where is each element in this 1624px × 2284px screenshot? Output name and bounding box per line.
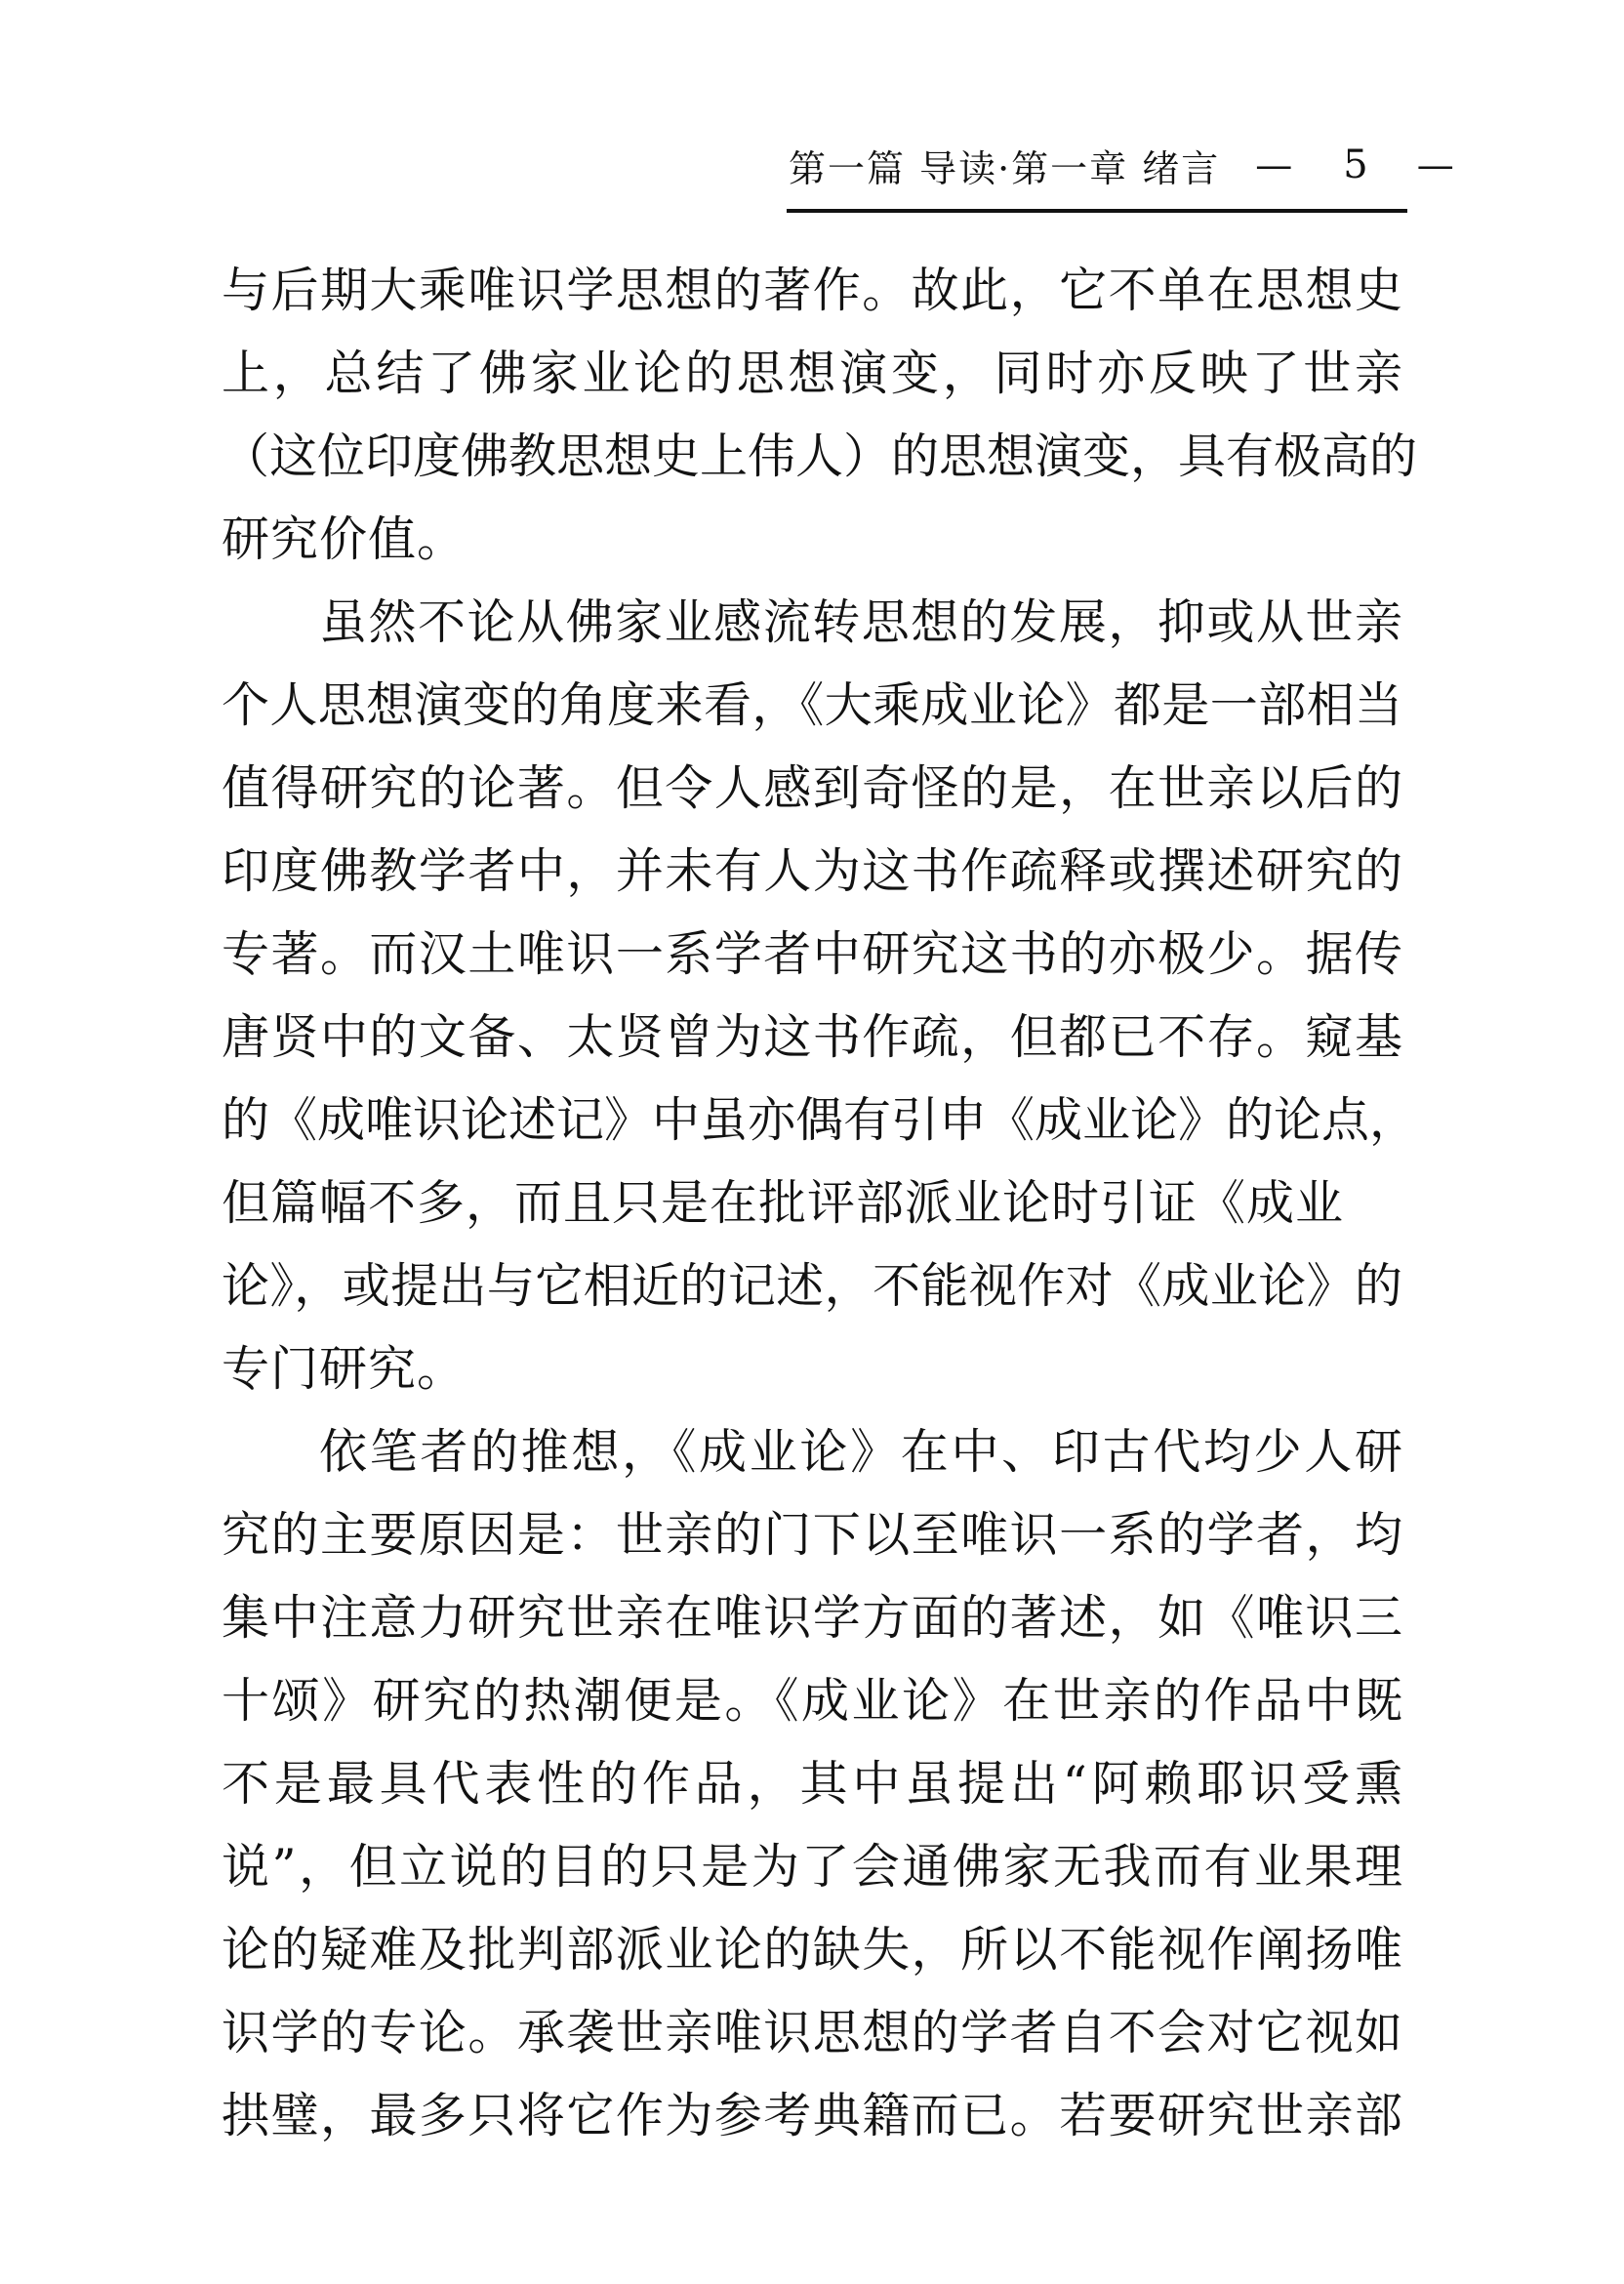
text-line: 个人思想演变的角度来看，《大乘成业论》都是一部相当: [222, 677, 1402, 733]
text-line: 识学的专论。承袭世亲唯识思想的学者自不会对它视如: [222, 2005, 1402, 2060]
text-line: 集中注意力研究世亲在唯识学方面的著述，如《唯识三: [222, 1590, 1402, 1646]
text-line: 的《成唯识论述记》中虽亦偶有引申《成业论》的论点，: [222, 1092, 1418, 1148]
header-section-title: 第一篇 导读·第一章 绪言: [789, 146, 1221, 190]
text-line: 依笔者的推想，《成业论》在中、印古代均少人研: [319, 1424, 1402, 1480]
text-line: （这位印度佛教思想史上伟人）的思想演变，具有极高的: [222, 428, 1418, 484]
text-line: 说”，但立说的目的只是为了会通佛家无我而有业果理: [222, 1839, 1402, 1895]
text-line: 不是最具代表性的作品，其中虽提出“阿赖耶识受熏: [222, 1756, 1402, 1812]
text-line: 上，总结了佛家业论的思想演变，同时亦反映了世亲: [222, 346, 1402, 401]
text-line: 专著。而汉土唯识一系学者中研究这书的亦极少。据传: [222, 926, 1402, 982]
text-line: 值得研究的论著。但令人感到奇怪的是，在世亲以后的: [222, 760, 1402, 816]
text-line: 虽然不论从佛家业感流转思想的发展，抑或从世亲: [319, 594, 1402, 650]
text-line: 与后期大乘唯识学思想的著作。故此，它不单在思想史: [222, 263, 1402, 318]
header-page-number: 5: [1343, 143, 1370, 187]
text-line: 研究价值。: [222, 511, 467, 567]
text-line: 论》，或提出与它相近的记述，不能视作对《成业论》的: [222, 1258, 1402, 1314]
text-line: 拱璧，最多只将它作为参考典籍而已。若要研究世亲部: [222, 2088, 1402, 2143]
header-rule: [787, 209, 1407, 213]
text-line: 究的主要原因是：世亲的门下以至唯识一系的学者，均: [222, 1507, 1402, 1563]
text-line: 印度佛教学者中，并未有人为这书作疏释或撰述研究的: [222, 843, 1402, 899]
text-line: 论的疑难及批判部派业论的缺失，所以不能视作阐扬唯: [222, 1922, 1402, 1978]
header-dash-right: —: [1416, 143, 1456, 186]
header-dash-left: —: [1255, 143, 1295, 186]
text-line: 但篇幅不多，而且只是在批评部派业论时引证《成业: [222, 1175, 1345, 1231]
text-line: 专门研究。: [222, 1341, 467, 1397]
text-line: 唐贤中的文备、太贤曾为这书作疏，但都已不存。窥基: [222, 1009, 1402, 1065]
running-header: [789, 143, 1456, 190]
text-line: 十颂》研究的热潮便是。《成业论》在世亲的作品中既: [222, 1673, 1402, 1729]
body-text: [222, 249, 1418, 2157]
